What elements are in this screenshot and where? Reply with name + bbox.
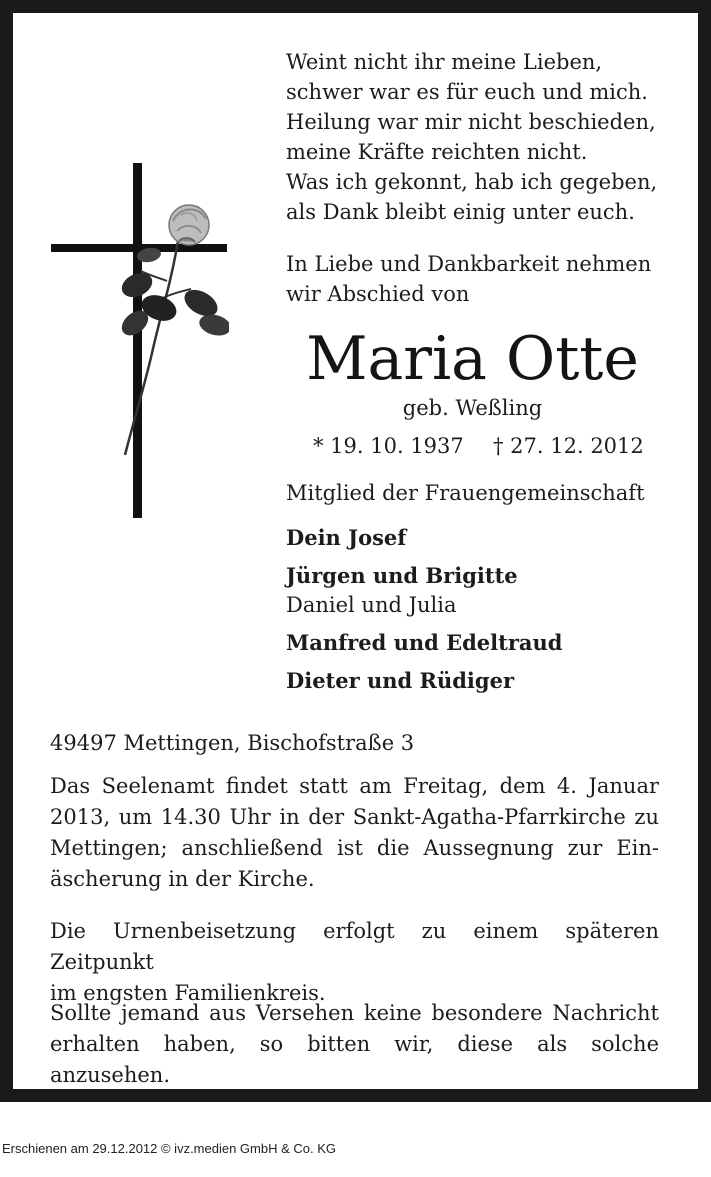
paragraph-line: Sollte jemand aus Versehen keine besondere Nachricht <box>50 1001 659 1025</box>
burial-paragraph <box>50 916 659 1009</box>
relative-entry: Daniel und Julia <box>286 593 457 617</box>
poem <box>286 47 657 227</box>
poem-line: meine Kräfte reichten nicht. <box>286 140 588 164</box>
paragraph-line: Das Seelenamt findet statt am Freitag, dem 4. Januar <box>50 774 659 798</box>
publication-footer: Erschienen am 29.12.2012 © ivz.medien GmbH & Co. KG <box>2 1141 337 1156</box>
intro-line: In Liebe und Dankbarkeit nehmen <box>286 252 652 276</box>
birth-date: * 19. 10. 1937 <box>313 434 464 458</box>
deceased-name: Maria Otte <box>306 324 639 394</box>
death-date: † 27. 12. 2012 <box>493 434 644 458</box>
relative-entry: Jürgen und Brigitte <box>286 563 518 588</box>
poem-line: als Dank bleibt einig unter euch. <box>286 200 635 224</box>
service-paragraph <box>50 771 659 895</box>
membership: Mitglied der Frauengemeinschaft <box>286 481 645 505</box>
birth-name: geb. Weßling <box>402 396 543 420</box>
address: 49497 Mettingen, Bischofstraße 3 <box>50 731 415 755</box>
farewell-intro <box>286 249 651 309</box>
relative-entry: Manfred und Edeltraud <box>286 630 563 655</box>
paragraph-line: Mettingen; anschließend ist die Aussegnung zur Ein- <box>50 836 659 860</box>
paragraph-line: erhalten haben, so bitten wir, diese als solche anzusehen. <box>50 1032 659 1087</box>
intro-line: wir Abschied von <box>286 282 470 306</box>
poem-line: schwer war es für euch und mich. <box>286 80 648 104</box>
paragraph-line: Die Urnenbeisetzung erfolgt zu einem späteren Zeitpunkt <box>50 919 659 974</box>
poem-line: Was ich gekonnt, hab ich gegeben, <box>286 170 658 194</box>
poem-line: Weint nicht ihr meine Lieben, <box>286 50 603 74</box>
cross-with-rose-icon <box>49 163 229 527</box>
relative-entry: Dein Josef <box>286 525 407 550</box>
paragraph-line: 2013, um 14.30 Uhr in der Sankt-Agatha-Pfarrkirche zu <box>50 805 659 829</box>
notice-paragraph <box>50 998 659 1091</box>
relative-entry: Dieter und Rüdiger <box>286 668 515 693</box>
notice-sheet <box>13 13 698 1089</box>
poem-line: Heilung war mir nicht beschieden, <box>286 110 656 134</box>
paragraph-line: äscherung in der Kirche. <box>50 867 315 891</box>
paragraph-line: im engsten Familienkreis. <box>50 981 326 1005</box>
